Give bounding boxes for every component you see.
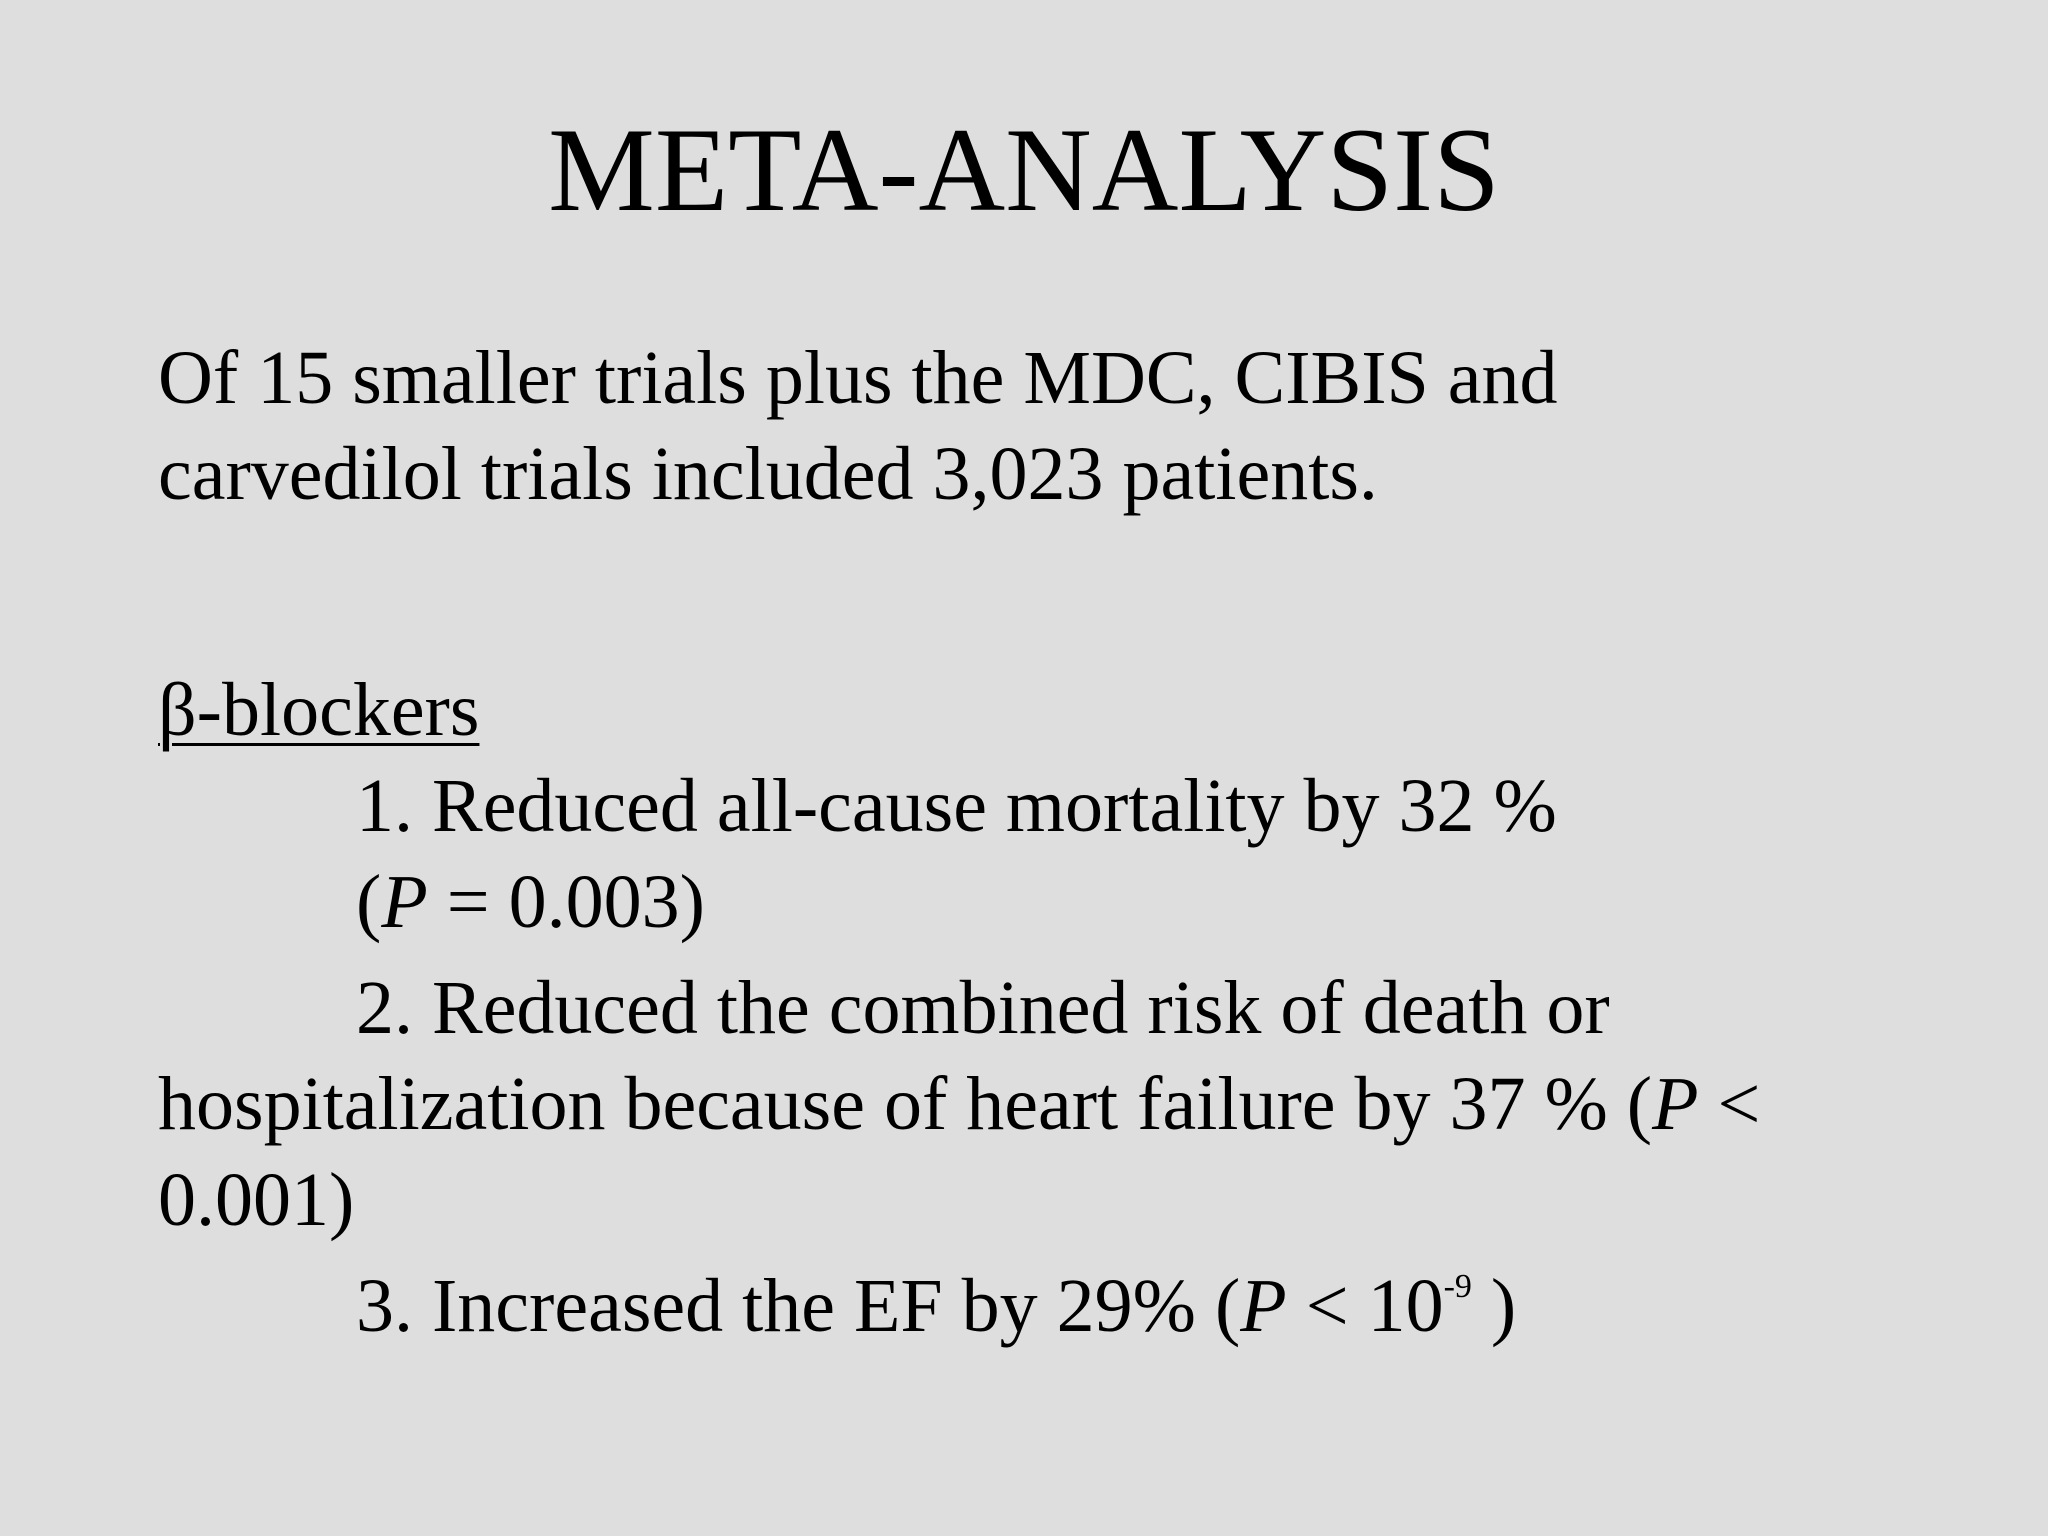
finding-2-line-2 — [158, 1056, 1958, 1152]
slide-title: META-ANALYSIS — [548, 103, 1500, 236]
finding-2-text: hospitalization because of heart failure by 37 % ( — [158, 1062, 1653, 1146]
finding-1-p-symbol: P — [381, 860, 428, 944]
spacer — [158, 950, 1958, 960]
section-heading-text: β-blockers — [158, 668, 480, 752]
slide-body — [158, 330, 1958, 1354]
finding-3-suffix: ) — [1471, 1264, 1517, 1348]
section-heading — [158, 662, 1958, 758]
spacer — [158, 1248, 1958, 1258]
finding-2-p-op: < — [1698, 1062, 1761, 1146]
finding-3-p-symbol: P — [1240, 1264, 1287, 1348]
finding-1-line-1: 1. Reduced all-cause mortality by 32 % — [356, 764, 1557, 848]
intro-line-2: carvedilol trials included 3,023 patients. — [158, 432, 1378, 516]
finding-3-mid: < 10 — [1286, 1264, 1444, 1348]
finding-2-line-3: 0.001) — [158, 1158, 355, 1242]
finding-3-line-1 — [158, 1258, 1958, 1354]
finding-3-exponent: -9 — [1443, 1268, 1472, 1305]
finding-2-p-symbol: P — [1652, 1062, 1699, 1146]
spacer — [158, 522, 1958, 662]
finding-1-line-2 — [158, 854, 1958, 950]
finding-3-prefix: 3. Increased the EF by 29% ( — [356, 1264, 1241, 1348]
finding-2-line-1: 2. Reduced the combined risk of death or — [356, 966, 1610, 1050]
finding-1-paren: ( — [356, 860, 382, 944]
finding-1-p-value: = 0.003) — [427, 860, 705, 944]
intro-line-1: Of 15 smaller trials plus the MDC, CIBIS and — [158, 336, 1558, 420]
